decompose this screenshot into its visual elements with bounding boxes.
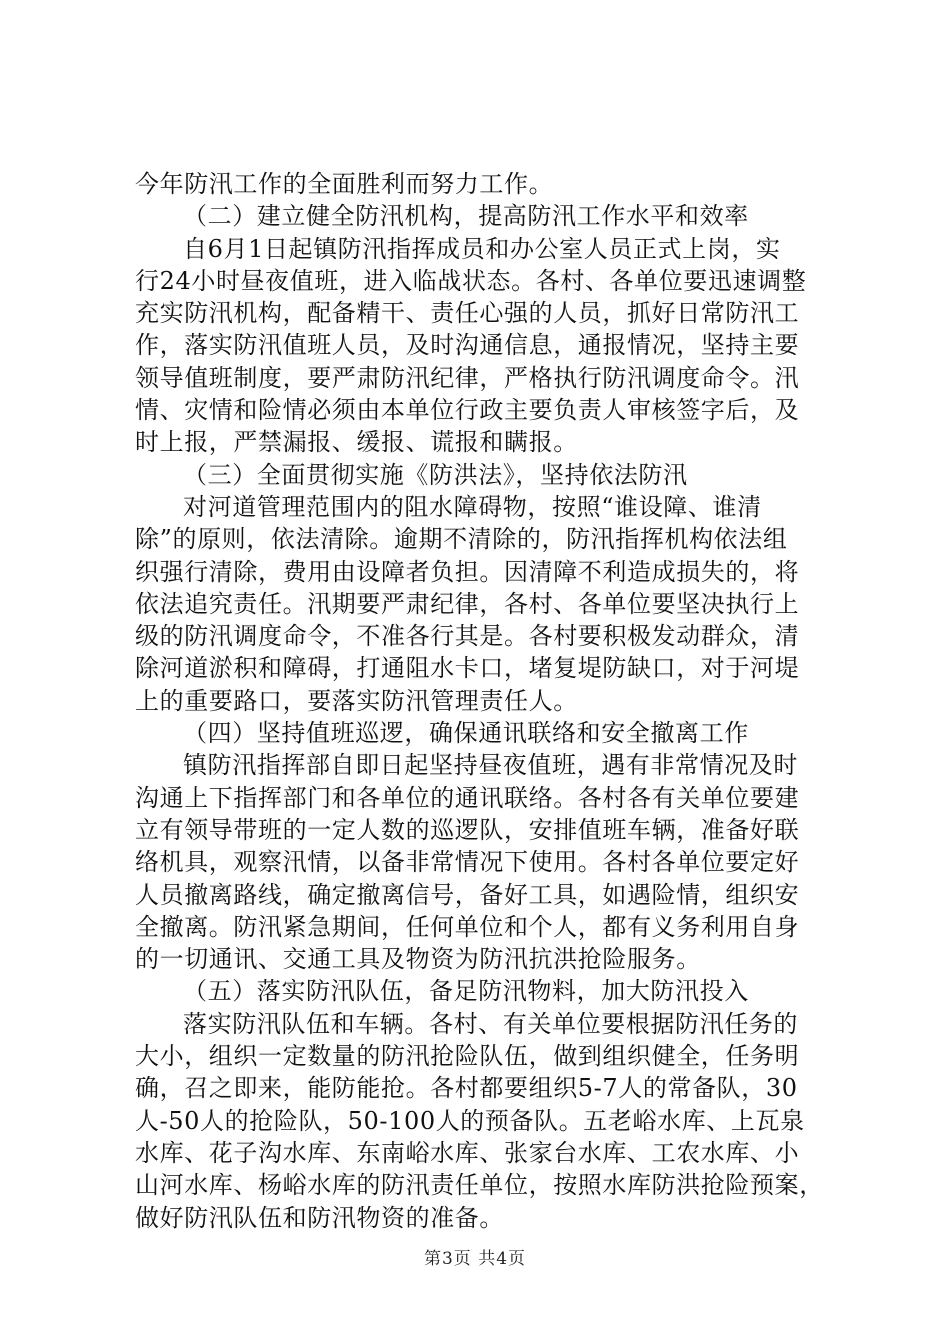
text-line: 对河道管理范围内的阻水障碍物，按照“谁设障、谁清: [183, 492, 762, 521]
text-line: 络机具，观察汛情，以备非常情况下使用。各村各单位要定好: [135, 848, 800, 877]
text-line: （三）全面贯彻实施《防洪法》，坚持依法防汛: [183, 460, 688, 489]
text-line: 做好防汛队伍和防汛物资的准备。: [135, 1203, 504, 1232]
text-line: 行24小时昼夜值班，进入临战状态。各村、各单位要迅速调整: [135, 266, 807, 295]
text-line: 水库、花子沟水库、东南峪水库、张家台水库、工农水库、小: [135, 1138, 800, 1167]
text-line: 上的重要路口，要落实防汛管理责任人。: [135, 686, 578, 715]
document-body: [135, 168, 825, 1234]
text-line: 级的防汛调度命令，不准各行其是。各村要积极发动群众，清: [135, 622, 800, 651]
text-line: 今年防汛工作的全面胜利而努力工作。: [135, 170, 554, 198]
text-line: 确，召之即来，能防能抢。各村都要组织5-7人的常备队，30: [135, 1074, 798, 1103]
text-line: 大小，组织一定数量的防汛抢险队伍，做到组织健全，任务明: [135, 1042, 800, 1071]
page-number-footer: 第3页 共4页: [423, 1249, 527, 1269]
text-line: 除”的原则，依法清除。逾期不清除的，防汛指挥机构依法组: [135, 525, 788, 554]
text-line: 全撤离。防汛紧急期间，任何单位和个人，都有义务利用自身: [135, 912, 800, 941]
text-line: 情、灾情和险情必须由本单位行政主要负责人审核签字后，及: [135, 396, 800, 425]
text-line: 沟通上下指挥部门和各单位的通讯联络。各村各有关单位要建: [135, 783, 800, 812]
text-line: 织强行清除，费用由设障者负担。因清障不利造成损失的，将: [135, 557, 800, 586]
text-line: （五）落实防汛队伍，备足防汛物料，加大防汛投入: [183, 977, 749, 1006]
text-line: 自6月1日起镇防汛指挥成员和办公室人员正式上岗，实: [183, 234, 781, 263]
text-line: 充实防汛机构，配备精干、责任心强的人员，抓好日常防汛工: [135, 299, 800, 328]
text-line: 依法追究责任。汛期要严肃纪律，各村、各单位要坚决执行上: [135, 589, 800, 618]
text-line: 领导值班制度，要严肃防汛纪律，严格执行防汛调度命令。汛: [135, 363, 800, 392]
text-line: 除河道淤积和障碍，打通阻水卡口，堵复堤防缺口，对于河堤: [135, 654, 800, 683]
text-line: 人-50人的抢险队，50-100人的预备队。五老峪水库、上瓦泉: [135, 1106, 805, 1135]
text-line: （四）坚持值班巡逻，确保通讯联络和安全撤离工作: [183, 719, 749, 748]
text-line: 时上报，严禁漏报、缓报、谎报和瞒报。: [135, 428, 578, 457]
text-line: 立有领导带班的一定人数的巡逻队，安排值班车辆，准备好联: [135, 815, 800, 844]
text-line: 山河水库、杨峪水库的防汛责任单位，按照水库防洪抢险预案，: [135, 1171, 824, 1200]
text-line: 人员撤离路线，确定撤离信号，备好工具，如遇险情，组织安: [135, 880, 800, 909]
text-line: 的一切通讯、交通工具及物资为防汛抗洪抢险服务。: [135, 945, 701, 974]
text-line: （二）建立健全防汛机构，提高防汛工作水平和效率: [183, 202, 749, 231]
text-line: 作，落实防汛值班人员，及时沟通信息，通报情况，坚持主要: [135, 331, 800, 360]
text-line: 落实防汛队伍和车辆。各村、有关单位要根据防汛任务的: [183, 1009, 798, 1038]
text-line: 镇防汛指挥部自即日起坚持昼夜值班，遇有非常情况及时: [183, 751, 798, 780]
